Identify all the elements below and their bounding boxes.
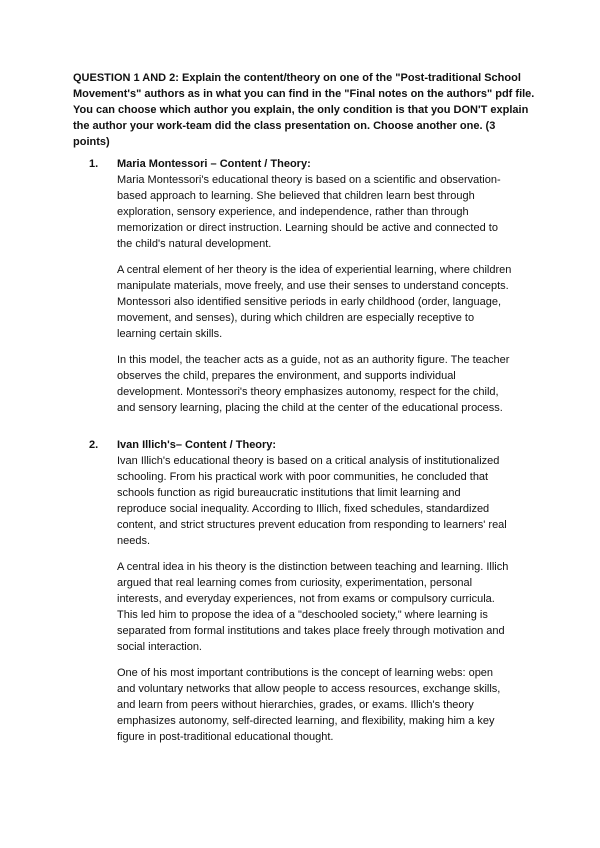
section-illich — [90, 437, 520, 755]
section-title: Ivan Illich's– Content / Theory: — [117, 439, 277, 451]
section-body — [117, 172, 513, 416]
question-prompt: QUESTION 1 AND 2: Explain the content/theory on one of the "Post-traditional School Movement's" authors as in what you can find in the "Final notes on the authors" pdf file. You can choose which author you explain, the only condition is that you DON'T explain the author your work-team did the class presentation on. Choose another one. (3 points) — [73, 72, 535, 148]
paragraph: Maria Montessori's educational theory is based on a scientific and observation-based approach to learning. She believed that children learn best through exploration, sensory experience, and independence, rather than through memorization or direct instruction. Learning should be active and connected to the child's natural development. — [117, 174, 501, 250]
list-number: 2. — [89, 439, 99, 451]
paragraph: In this model, the teacher acts as a guide, not as an authority figure. The teacher observes the child, prepares the environment, and supports individual development. Montessori's theory emphasizes autonomy, respect for the child, and sensory learning, placing the child at the center of the educational process. — [117, 354, 510, 414]
paragraph: One of his most important contributions is the concept of learning webs: open and voluntary networks that allow people to access resources, exchange skills, and learn from peers without hierarchies, grades, or exams. Illich's theory emphasizes autonomy, self-directed learning, and flexibility, making him a key figure in post-traditional educational thought. — [117, 667, 501, 743]
section-montessori — [90, 156, 520, 426]
section-heading — [90, 156, 520, 172]
paragraph: A central element of her theory is the idea of experiential learning, where children manipulate materials, move freely, and use their senses to understand concepts. Montessori also identified sensitive periods in early childhood (order, language, movement, and senses), during which children are especially receptive to learning certain skills. — [117, 264, 512, 340]
section-title: Maria Montessori – Content / Theory: — [117, 158, 311, 170]
section-body — [117, 453, 513, 745]
section-heading — [90, 437, 520, 453]
list-number: 1. — [89, 158, 99, 170]
paragraph: A central idea in his theory is the distinction between teaching and learning. Illich argued that real learning comes from curiosity, experimentation, personal interests, and everyday experiences, not from exams or compulsory curricula. This led him to propose the idea of a "deschooled society," where learning is separated from formal institutions and takes place freely through motivation and social interaction. — [117, 561, 509, 653]
paragraph: Ivan Illich's educational theory is based on a critical analysis of institutionalized schooling. From his practical work with poor communities, he concluded that schools function as rigid bureaucratic institutions that limit learning and reproduce social inequality. According to Illich, fixed schedules, standardized content, and strict structures prevent education from responding to learners' real needs. — [117, 455, 507, 547]
